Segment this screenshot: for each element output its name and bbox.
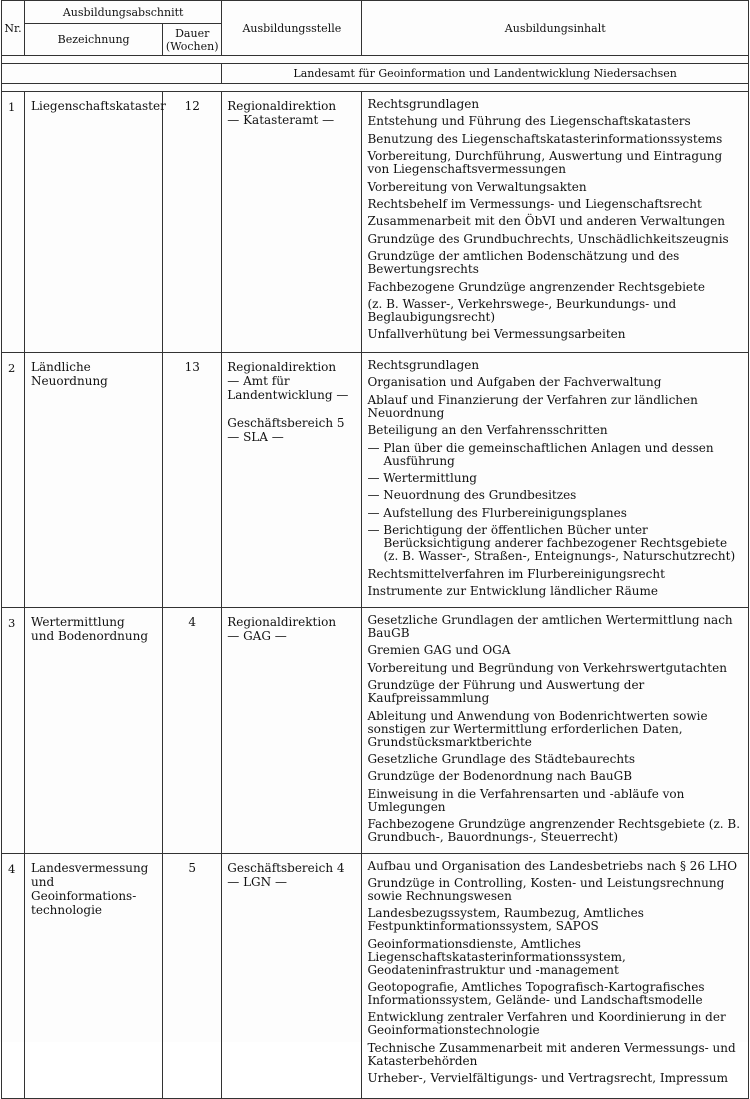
training-location-line: Regionaldirektion (227, 360, 337, 374)
content-item: Rechtsmittelverfahren im Flurbereinigungsrecht (367, 566, 665, 581)
content-item: Rechtsbehelf im Vermessungs- und Liegenschaftsrecht (367, 196, 702, 211)
training-location (222, 353, 362, 608)
header-ausbildungsstelle: Ausbildungsstelle (222, 1, 362, 56)
training-location-line: — SLA — (227, 430, 284, 444)
training-location-group (227, 416, 361, 444)
header-ausbildungsabschnitt: Ausbildungsabschnitt (25, 1, 222, 24)
authority-spacer-row (2, 84, 749, 92)
header-spacer (2, 56, 749, 64)
header-ausbildungsinhalt: Ausbildungsinhalt (362, 1, 749, 56)
content-item: Gesetzliche Grundlage des Städtebaurechts (367, 751, 636, 766)
section-name-line: und Geoinformations- (31, 874, 137, 903)
content-item: Rechtsgrundlagen (367, 97, 480, 111)
training-location (222, 92, 362, 353)
content-subitem: — Plan über die gemeinschaftlichen Anlagen und dessen Ausführung (367, 442, 744, 468)
section-name (25, 92, 166, 353)
content-item: Grundzüge des Grundbuchrechts, Unschädlichkeitszeugnis (367, 231, 729, 246)
training-content (362, 353, 749, 608)
content-item: Organisation und Aufgaben der Fachverwaltung (367, 375, 662, 390)
content-item: Entstehung und Führung des Liegenschaftskatasters (367, 114, 691, 129)
content-item: Instrumente zur Entwicklung ländlicher Räume (367, 583, 658, 598)
authority-spacer (2, 64, 222, 84)
row-number: 4 (2, 853, 25, 1098)
row-number: 3 (2, 608, 25, 854)
header-bezeichnung: Bezeichnung (25, 24, 163, 56)
training-location-line: Regionaldirektion (227, 99, 337, 113)
training-location (222, 853, 362, 1098)
content-item: Benutzung des Liegenschaftskatasterinformationssystems (367, 131, 723, 146)
content-item: (z. B. Wasser-, Verkehrswege-, Beurkundungs- und Beglaubigungsrecht) (367, 296, 677, 324)
table-row (2, 608, 749, 854)
section-name (25, 608, 163, 854)
content-item: Rechtsgrundlagen (367, 358, 480, 372)
content-item: Technische Zusammenarbeit mit anderen Vermessungs- und Katasterbehörden (367, 1040, 736, 1068)
duration-weeks: 5 (163, 853, 222, 1098)
training-content (362, 853, 749, 1098)
content-item: Geotopografie, Amtliches Topografisch-Kartografisches Informationssystem, Gelände- und Landschaftsmodelle (367, 980, 705, 1008)
content-item: Grundzüge der amtlichen Bodenschätzung und des Bewertungsrechts (367, 249, 680, 277)
content-item: Grundzüge der Führung und Auswertung der Kaufpreissammlung (367, 678, 645, 706)
training-location-group (227, 615, 361, 643)
table-row (2, 853, 749, 1098)
section-name-line: Neuordnung (31, 374, 108, 388)
training-location-line: Regionaldirektion (227, 615, 337, 629)
content-item: Vorbereitung von Verwaltungsakten (367, 179, 587, 194)
content-subitem: — Aufstellung des Flurbereinigungsplanes (367, 507, 744, 520)
training-content (362, 92, 749, 353)
section-name-line: und Bodenordnung (31, 629, 149, 643)
training-content (362, 608, 749, 854)
training-location-line: — LGN — (227, 874, 287, 889)
authority-name: Landesamt für Geoinformation und Landentwicklung Niedersachsen (222, 64, 749, 84)
section-name-line: Wertermittlung (31, 615, 125, 629)
content-item: Grundzüge in Controlling, Kosten- und Leistungsrechnung sowie Rechnungswesen (367, 875, 725, 903)
section-name (25, 353, 163, 608)
training-location-line: Landentwicklung — (227, 388, 349, 402)
content-item: Einweisung in die Verfahrensarten und -abläufe von Umlegungen (367, 786, 685, 814)
content-item: Urheber-, Vervielfältigungs- und Vertragsrecht, Impressum (367, 1071, 728, 1086)
section-name-line: technologie (31, 902, 103, 917)
header-nr: Nr. (2, 1, 25, 56)
content-item: Entwicklung zentraler Verfahren und Koordinierung in der Geoinformationstechnologie (367, 1010, 726, 1038)
training-plan-table (1, 0, 749, 1099)
training-location (222, 608, 362, 854)
content-item: Fachbezogene Grundzüge angrenzender Rechtsgebiete (367, 279, 705, 294)
training-location-group (227, 861, 361, 889)
header-dauer (163, 24, 222, 56)
training-location-line: — Katasteramt — (227, 113, 335, 127)
content-item: Ablauf und Finanzierung der Verfahren zur ländlichen Neuordnung (367, 392, 698, 420)
training-location-line: Geschäftsbereich 5 (227, 416, 345, 430)
content-item: Gremien GAG und OGA (367, 643, 511, 658)
section-name-line: Ländliche (31, 360, 91, 374)
section-name-line: Landesvermessung (31, 860, 149, 875)
duration-weeks: 12 (163, 92, 222, 353)
content-item: Gesetzliche Grundlagen der amtlichen Wertermittlung nach BauGB (367, 613, 733, 640)
content-item: Beteiligung an den Verfahrensschritten (367, 423, 608, 438)
training-location-line: Geschäftsbereich 4 (227, 860, 345, 875)
content-item: Aufbau und Organisation des Landesbetriebs nach § 26 LHO (367, 858, 738, 873)
training-location-group (227, 360, 361, 402)
content-item: Geoinformationsdienste, Amtliches Liegenschaftskatasterinformationssystem, Geodateninfrastruktur und -management (367, 936, 626, 977)
duration-weeks: 13 (163, 353, 222, 608)
content-item: Vorbereitung, Durchführung, Auswertung und Eintragung von Liegenschaftsvermessungen (367, 149, 723, 177)
content-item: Zusammenarbeit mit den ÖbVI und anderen Verwaltungen (367, 214, 725, 229)
content-subitem: — Wertermittlung (367, 472, 744, 485)
content-item: Landesbezugssystem, Raumbezug, Amtliches Festpunktinformationssystem, SAPOS (367, 906, 644, 934)
training-location-group (227, 99, 361, 127)
table-row (2, 92, 749, 353)
section-name-line: Liegenschaftskataster (31, 99, 166, 113)
duration-weeks: 4 (163, 608, 222, 854)
row-number: 2 (2, 353, 25, 608)
section-name (25, 853, 163, 1098)
content-item: Unfallverhütung bei Vermessungsarbeiten (367, 327, 626, 342)
training-location-line: — GAG — (227, 629, 287, 643)
content-item: Fachbezogene Grundzüge angrenzender Rechtsgebiete (z. B. Grundbuch-, Bauordnungs-, Steuerrecht) (367, 817, 741, 845)
header-dauer-label: Dauer (175, 26, 210, 40)
training-location-line: — Amt für (227, 374, 290, 388)
header-dauer-unit: (Wochen) (165, 39, 219, 53)
content-item: Vorbereitung und Begründung von Verkehrswertgutachten (367, 660, 727, 675)
content-item: Grundzüge der Bodenordnung nach BauGB (367, 769, 633, 784)
content-subitem: — Neuordnung des Grundbesitzes (367, 489, 744, 502)
row-number: 1 (2, 92, 25, 353)
table-row (2, 353, 749, 608)
content-subitem: — Berichtigung der öffentlichen Bücher unter Berücksichtigung anderer fachbezogener Rechtsgebiete (z. B. Wasser-, Straßen-, Enteignungs-, Naturschutzrecht) (367, 524, 744, 563)
content-item: Ableitung und Anwendung von Bodenrichtwerten sowie sonstigen zur Wertermittlung erforderlichen Daten, Grundstücksmarktberichte (367, 708, 708, 749)
